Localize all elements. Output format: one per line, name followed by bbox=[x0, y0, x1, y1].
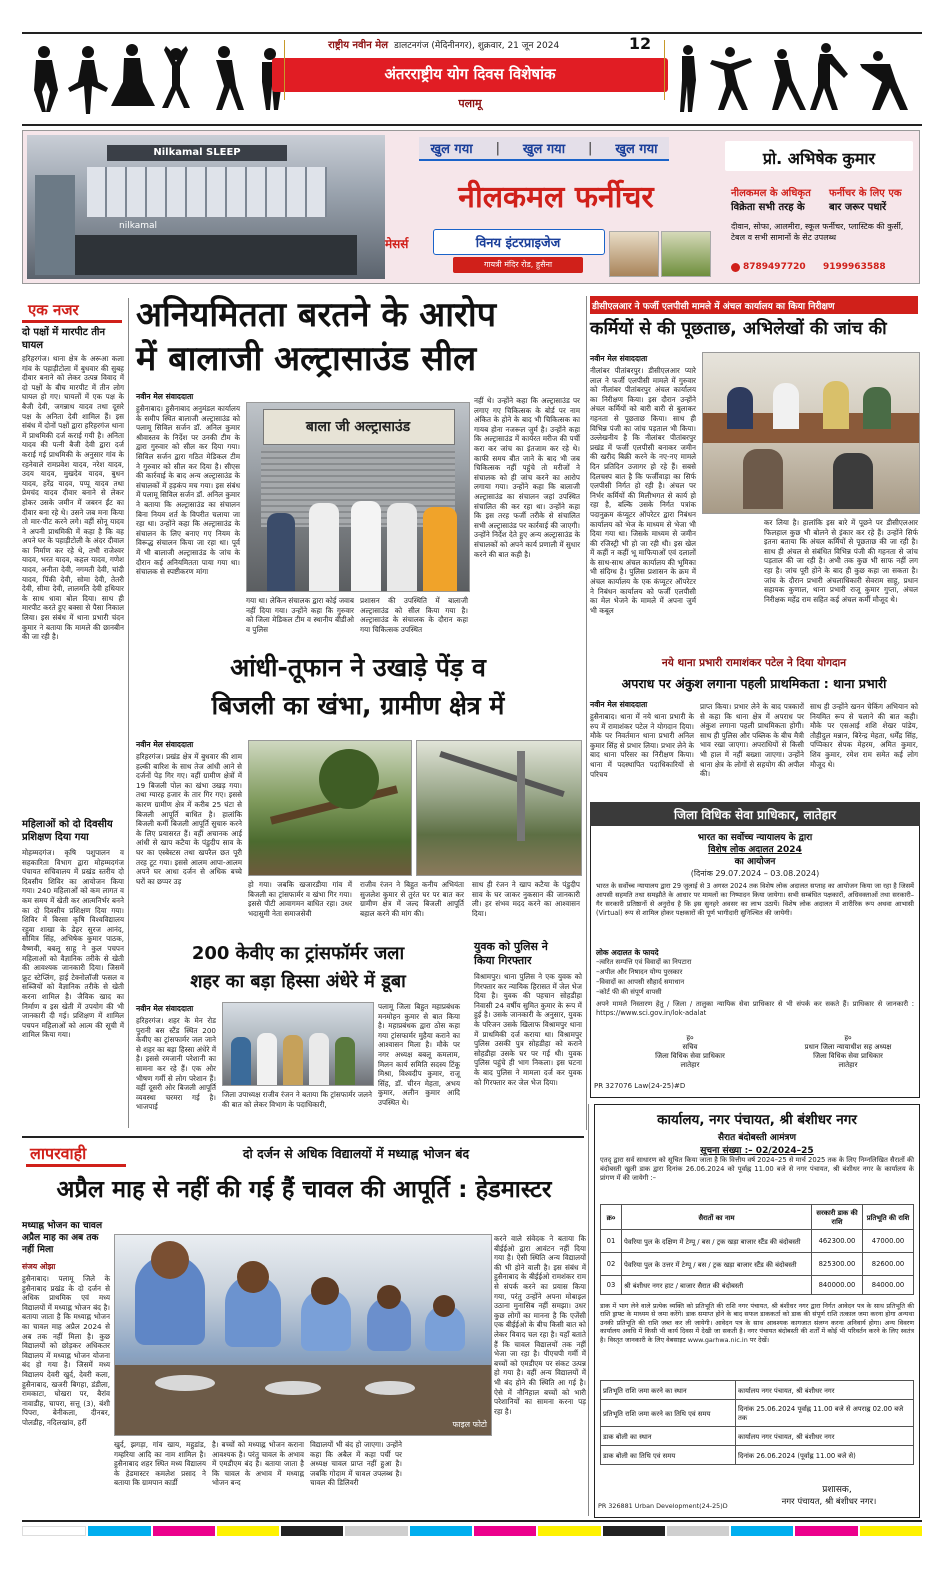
story3-byline: नवीन मेल संवाददाता bbox=[136, 740, 194, 749]
masthead bbox=[22, 32, 922, 126]
tender-cell: 840000.00 bbox=[812, 1276, 863, 1295]
story3-body-3: राजीव रंजन ने बिहुत कनीय अभियंता सुजलेश कुमार से तुरंत घर पर बात कर ग्रामीण क्षेत्र में जल्द बिजली आपूर्ति बहाल करने की मांग की। bbox=[360, 880, 464, 918]
legal-dates: (दिनांक 29.07.2024 – 03.08.2024) bbox=[690, 869, 820, 878]
legal-sub-1: भारत का सर्वोच्च न्यायालय के द्वारा bbox=[697, 833, 813, 843]
schedule-cell: दिनांक 26.06.2024 (पूर्वाह्न 11.00 बजे से) bbox=[736, 1446, 914, 1465]
dateline: डालटनगंज (मेदिनीनगर), शुक्रवार, 21 जून 2024 bbox=[394, 41, 560, 51]
legal-sign-left-1: ह० bbox=[686, 1034, 694, 1042]
legal-benefit-3: –विवादों का आपसी सौहार्द समाधान bbox=[596, 978, 685, 986]
story2-kicker: डीसीएलआर ने फर्जी एलपीसी मामले में अंचल कार्यालय का किया निरीक्षण bbox=[592, 302, 835, 312]
ek-nazar-headline-1: दो पक्षों में मारपीट तीन घायल bbox=[22, 327, 106, 351]
story7-headline: अप्रैल माह से नहीं की गई हैं चावल की आपूर्ति : हेडमास्टर bbox=[56, 1175, 552, 1203]
schedule-cell: कार्यालय नगर पंचायत, श्री बंशीधर नगर bbox=[736, 1381, 914, 1400]
khul-gaya-strip: खुल गया | खुल गया | खुल गया bbox=[419, 137, 669, 161]
story2-body-2: कर लिया है। हालांकि इस बारे में पूछने पर डीसीएलआर फिलहाल कुछ भी बोलने से इंकार कर रहे हैं। उन्होंने सिर्फ इतना बताया कि अंचल कर्मियों से पूछताछ की जा रही है। साथ ही अंचल से संबंधित विभिन्न पंजी की गहनता से जांच पड़ताल की जा रही है। अभी तक कुछ भी साफ नहीं लग रहा है। जांच पूरी होने के बाद ही कुछ कहा जा सकता है। जांच के दौरान प्रभारी अंचलाधिकारी सेवराम साहू, प्रधान सहायक कुणाल, थाना प्रभारी राजू कुमार गुप्ता, अंचल निरीक्षक महेंद्र राम सहित कई अंचल कर्मी मौजूद थे। bbox=[764, 518, 918, 604]
story5-headline-2: शहर का बड़ा हिस्सा अंधेरे में डूबा bbox=[190, 971, 406, 992]
story7-body-5: करने वाले संवेदक ने बताया कि बीईईओ द्वारा आवंटन नहीं दिया गया है। ऐसी स्थिति अन्य विद्यालयों की भी होने वाली है। इस संबंध में हुसैनाबाद के बीईईओ रामशंकर राम से संपर्क करने का प्रयास किया गया, परंतु उन्होंने अपना मोबाइल उठाना मुनासिब नहीं समझा। उधर कुछ लोगों का मानना है कि एजेंसी एक बीईईओ के बीच किसी बात को लेकर विवाद चल रहा है। यहाँ बताते हैं कि चावल विद्यालयों तक नहीं भेजा जा रहा है। पीएचपी गर्मी में बच्चों को एमडीएम पर संकट उत्पन्न हो गया है। वहीं अन्य विद्यालयों में भी बंद होने की स्थिति आ गई है। ऐसे में नौनिहाल बच्चों को भारी परेशानियों का सामना करना पड़ रहा है। bbox=[494, 1234, 586, 1416]
story1-headline-1: अनियमितता बरतने के आरोप bbox=[136, 295, 497, 335]
ultrasound-sign: बाला जी अल्ट्रासाउंड bbox=[305, 419, 411, 435]
story4-headline-1: नये थाना प्रभारी रामाशंकर पटेल ने दिया योगदान bbox=[661, 657, 847, 669]
paper-name: राष्ट्रीय नवीन मेल bbox=[328, 40, 388, 51]
phone-icon bbox=[731, 263, 740, 272]
schedule-cell: डाक बोली का तिथि एवं समय bbox=[601, 1446, 736, 1465]
color-registration-bar bbox=[22, 1526, 922, 1536]
legal-benefit-4: –कोर्ट फी की संपूर्ण वापसी bbox=[596, 988, 662, 996]
story4-byline: नवीन मेल संवाददाता bbox=[590, 700, 648, 709]
legal-sub-2: विशेष लोक अदालत 2024 bbox=[708, 845, 802, 855]
story1-headline-2: में बालाजी अल्ट्रासाउंड सील bbox=[136, 339, 477, 379]
schedule-cell: प्रतिभूति राशि जमा करने का स्थान bbox=[601, 1381, 736, 1400]
ek-nazar-headline-2: महिलाओं को दो दिवसीय प्रशिक्षण दिया गया bbox=[22, 819, 113, 843]
khul-gaya-2: खुल गया bbox=[522, 142, 566, 157]
tender-cell: पेवरिया पुल के दक्षिण में टेम्पू / बस / ट्रक खड़ा बाजार स्टैंड की बंदोबस्ती bbox=[622, 1230, 812, 1253]
story7-body-3: है। बच्चों को मध्याह्न भोजन कराना आवश्यक है। परंतु चावल के अभाव में एमडीएम बंद है। बताया जाता है कि चावल के अभाव में मध्याह्न भोजन बन्द bbox=[212, 1440, 304, 1488]
table-row bbox=[601, 1446, 914, 1465]
proprietor-name: प्रो. अभिषेक कुमार bbox=[762, 149, 876, 168]
ek-nazar-body-2: मोहम्मदगंज। कृषि पशुपालन व सहकारिता विभाग द्वारा मोहम्मदगंज पंचायत सचिवालय में प्रखंड स्तरीय दो दिवसीय शिविर का आयोजन किया गया। 240 महिलाओं को कम लागत व कम समय में खेती कर आत्मनिर्भर बनने का दो दिवसीय प्रशिक्षण दिया गया। शिविर में बिरसा कृषि विश्वविद्यालय रहुवा शाखा के डेहर सुरज आनंद, सौमित्र सिंह, अभिषेक कुमार पाठक, वैष्णवी, बबलू साहू ने कुल पचपन महिलाओं को वैज्ञानिक तरीके से खेती की आवश्यक जानकारी दिया। जिसमें फ्रूट स्टेप्लिंग, हाई टेक्नोलॉजी फसल व सब्जियों को वैज्ञानिक तरीके से खेती करना शामिल है। जैविक खाद का निर्माण व इस खेती में उपयोग की भी जानकारी दी गई। प्रशिक्षण में शामिल पचपन महिलाओं को आत्म की सूची में शामिल किया गया। bbox=[22, 848, 124, 1040]
schedule-cell: प्रतिभूति राशि जमा करने का तिथि एवं समय bbox=[601, 1400, 736, 1427]
story7-byline: संजय ओझा bbox=[22, 1262, 56, 1271]
tender-pr-code: PR 326881 Urban Development(24-25)D bbox=[598, 1502, 728, 1510]
story7-side-title: मध्याह्न भोजन का चावल अप्रैल माह का अब तक नहीं मिला bbox=[22, 1221, 103, 1255]
story2-headline: कर्मियों से की पूछताछ, अभिलेखों की जांच की bbox=[590, 319, 887, 339]
story6-headline-1: युवक को पुलिस ने bbox=[474, 940, 548, 953]
yoga-figures-right-icon bbox=[674, 42, 918, 114]
story7-subhead: दो दर्जन से अधिक विद्यालयों में मध्याह्न भोजन बंद bbox=[242, 1146, 470, 1161]
story1-byline: नवीन मेल संवाददाता bbox=[136, 392, 194, 401]
table-row bbox=[601, 1276, 914, 1295]
story5-byline: नवीन मेल संवाददाता bbox=[136, 1004, 194, 1013]
legal-contact: अपने मामले निस्तारण हेतु / जिला / तालुका न्यायिक सेवा प्राधिकार से भी संपर्क कर सकते हैं। प्राधिकार से जानकारी : https://www.sci.gov.in/lok-adalat bbox=[596, 1000, 914, 1017]
tender-cell: 82600.00 bbox=[863, 1253, 914, 1276]
story6-body: विश्रामपुर। थाना पुलिस ने एक युवक को गिरफ्तार कर न्यायिक हिरासत में जेल भेज दिया है। युवक की पहचान सोहडीहा निवासी 24 वर्षीय सुमित कुमार के रूप में हुई है। उसके जानकारी के अनुसार, युवक के परिजन उसके खिलाफ विश्रामपुर थाना में प्राथमिकी दर्ज कराया था। विश्रामपुर पुलिस उसकी पुत्र सोहडीहा को कराने सोहडीहा उसके घर पर गई थी। युवक पुलिस पहुंचे ही भाग निकला। इस घटना के बाद पुलिस ने मामला दर्ज कर युवक को गिरफ्तार कर जेल भेज दिया। bbox=[474, 972, 582, 1087]
story2-byline: नवीन मेल संवाददाता bbox=[590, 354, 648, 363]
story7-body-4: विद्यालयों भी बंद हो जाएगा। उन्होंने कहा कि अबैल में कहा पर्ची पर अध्यक्ष चावल प्राप्त नहीं हुआ है। जबकि गोदाम में चावल उपलब्ध है। चावल की डिलिवरी bbox=[310, 1440, 402, 1488]
tender-cell: 01 bbox=[601, 1230, 622, 1253]
tender-cell: 84000.00 bbox=[863, 1276, 914, 1295]
phone-2: 9199963588 bbox=[823, 262, 886, 272]
tender-cell: 03 bbox=[601, 1276, 622, 1295]
tender-schedule bbox=[600, 1380, 914, 1465]
story7-photo bbox=[114, 1234, 492, 1436]
legal-benefit-1: –त्वरित सम्पत्ति एवं विवादों का निपटारा bbox=[596, 958, 692, 966]
registration-strip-top bbox=[22, 22, 922, 30]
furniture-bed-image bbox=[609, 231, 659, 277]
furniture-ad bbox=[22, 130, 920, 284]
legal-sign-right-3: जिला विधिक सेवा प्राधिकार bbox=[813, 1052, 883, 1060]
special-title: अंतरराष्ट्रीय योग दिवस विशेषांक bbox=[384, 65, 556, 83]
tender-intro: एतद् द्वारा सर्व साधारण को सूचित किया जाता है कि वित्तीय वर्ष 2024–25 से मार्च 2025 तक के लिए निम्नलिखित सैरातों की बंदोबस्ती खुली डाक द्वारा दिनांक 26.06.2024 को पूर्वाह्न 11.00 बजे से नगर पंचायत, श्री बंशीधर नगर के कार्यालय के प्रांगण में की जायेगी :– bbox=[600, 1156, 914, 1182]
khul-gaya-3: खुल गया bbox=[615, 142, 658, 157]
brand-name: नीलकमल फर्नीचर bbox=[458, 180, 654, 215]
story3-photo-1 bbox=[248, 740, 412, 876]
story5-headline-1: 200 केवीए का ट्रांसफॉर्मर जला bbox=[191, 943, 405, 964]
shop-sign: Nilkamal SLEEP bbox=[153, 147, 241, 158]
tender-cell: 47000.00 bbox=[863, 1230, 914, 1253]
story7-kicker: लापरवाही bbox=[30, 1144, 87, 1163]
story1-body-4: नहीं थे। उन्होंने कहा कि अल्ट्रासाउंड पर लगाए गए चिकित्सक के बोर्ड पर नाम अंकित के होने के बाद भी चिकित्सक का गायब होना नजरूल जुर्म है। उन्होंने कहा कि अल्ट्रासाउंड में कार्यरत मरीज की पर्ची करा कर जांच का इंतजाम कर रहे थे। काफी समय बीत जाने के बाद भी जब चिकित्सक नहीं पहुंचे तो मरीजों ने संचालक को ही जांच करने का आरोप लगाया गया। उन्होंने कहा कि बालाजी अल्ट्रासाउंड का संचालन जहां उपस्थित संचालित की कर रहा था। उन्होंने कहा कि इस तरह फर्जी तरीके से संचालित सभी अल्ट्रासाउंड पर कार्रवाई की जाएगी। उन्होंने निर्देश देते हुए अन्य अल्ट्रासाउंड के संचालकों को अपने कार्य प्रणाली में सुधार करने की बात कही है। bbox=[474, 396, 581, 559]
story5-body-3: पलामू जिला बिहुत महाप्रबंधक मनमोहन कुमार से बात किया है। महाप्रबंधक द्वारा ठोस कहा गया ट्रांसफार्मर मुहैया कराने का आश्वासन मिला है। मौके पर नगर अध्यक्ष बबलू कमलाम, मिलन कार्य समिति सदस्य टिंकू मिश्रा, विश्वदीप कुमार, राजू सिंह, डॉ. चीरन मेहता, अभय कुमार, अलीन कुमार आदि उपस्थित थे। bbox=[378, 1002, 460, 1107]
yoga-figures-left-icon bbox=[26, 42, 296, 114]
story3-body-1: हरिहरगंज। प्रखंड क्षेत्र में बुधवार की शाम हल्की बारिश के साथ तेज आंधी आने से दर्जनों पेड़ गिर गए। वहीं ग्रामीण क्षेत्रों में 19 बिजली पोल का खंभा उखड़ गया। तथा ग्यारह हजार के तार गिर गए। इससे कारण ग्रामीण क्षेत्र में करीब 25 घंटा से बिजली आपूर्ति बाधित है। हालांकि बिजली कर्मी बिजली आपूर्ति सुचारु करने के लिए प्रयासरत हैं। वहीं अचानक आई आंधी से खाप कटैया के पंडुदीप साव के घर का एस्बेस्टस तथा खपरैल छत पूरी तरह टूट गया। इससे आलम आपा-आलम अपने घर आधा दर्जन से अधिक बच्चे घरों का छप्पर उड़ bbox=[136, 752, 242, 886]
story2-body-1: नीलांबर पीतांबरपुर। डीसीएलआर प्यारे लाल ने फर्जी एलपीसी मामले में गुरुवार को नीलांबर पीतांबरपुर अंचल कार्यालय का निरीक्षण किया। इस दौरान उन्होंने अंचल कर्मियों को बारी बारी से बुलाकर गहनता से पूछताछ किया। साथ ही विभिन्न पंजी का जांच पड़ताल भी किया। उल्लेखनीय है कि नीलांबर पीतांबरपुर प्रखंड में फर्जी एलपीसी बनाकर जमीन की खरीद बिक्री करने के नए-नए मामले दिन प्रतिदिन उजागर हो रहे हैं। सबसे दिलचस्प बात है कि फर्जीवाड़ा का सिर्फ एलपीसी निर्गत हो रही है। अंचल पर निर्भर कर्मियों की मिलीभगत से कार्य हो रहा है, बल्कि उसके निर्गत पत्रांक पदानुक्रम कंप्यूटर ऑपरेटर द्वारा निबंधन कार्यालय को भेज के माध्यम से भेजा भी दिया गया था। जिसके माध्यम से जमीन की रजिस्ट्री भी हो जा रही थी। इस खेल में कहीं न कहीं भू माफियाओं एवं दलालों के साथ-साथ अंचल कार्यालय की भूमिका भी संदिग्ध है। पुलिस प्रशासन के क्रम में अंचल कार्यालय के एक कंप्यूटर ऑपरेटर ने निबंधन कार्यालय को फर्जी एलपीसी का मेल भेजने के मामले में अपना जुर्म भी कबूल bbox=[590, 366, 696, 615]
story3-headline-2: बिजली का खंभा, ग्रामीण क्षेत्र में bbox=[211, 691, 505, 720]
tender-cell: पेवरिया पुल के उत्तर में टेम्पू / बस / ट्रक खड़ा बाजार स्टैंड की बंदोबस्ती bbox=[622, 1253, 812, 1276]
table-row bbox=[601, 1253, 914, 1276]
legal-sign-right-1: ह० bbox=[844, 1034, 852, 1042]
story5-photo bbox=[222, 1002, 374, 1086]
tender-terms: डाक में भाग लेने वाले प्रत्येक व्यक्ति को प्रतिभूति की राशि नगर पंचायत, श्री बंशीधर नगर द्वारा निर्गत आवेदन पत्र के साथ प्रतिभूति की राशि ड्राफ्ट के माध्यम से जमा करेंगे। डाक समाप्त होने के बाद सफल डाककर्ता को डाक की संपूर्ण राशि तत्काल जमा करना होगा अन्यथा उनकी प्रतिभूति की राशि जब्त कर ली जायेगी। आवेदन पत्र के साथ आवश्यक कागजात संलग्न करना अनिवार्य होगा। अन्य विवरण कार्यालय अवधि में किसी भी कार्य दिवस में देखी जा सकती है। नगर पंचायत बंदोबस्ती की शर्तों में कोई भी परिवर्तन करने के लिए स्वतंत्र है। विस्तृत जानकारी के लिए वेबसाइट www.garhwa.nic.in पर देखें। bbox=[600, 1302, 914, 1344]
table-row bbox=[601, 1427, 914, 1446]
story2-body-1b bbox=[590, 518, 758, 642]
tender-cell: श्री बंशीधर नगर हाट / बाजार सैरात की बंदोबस्ती bbox=[622, 1276, 812, 1295]
legal-body: भारत के सर्वोच्च न्यायालय द्वारा 29 जुलाई से 3 अगस्त 2024 तक विशेष लोक अदालत सप्ताह का आयोजन किया जा रहा है जिसमें आपसी सहमति तथा समझौते के आधार पर मामलों का निष्पादन किया जायेगा। सभी सम्बंधित पक्षकारों, अधिवक्ताओं तथा सरकारी–गैर सरकारी प्रतिष्ठानों से अनुरोध है कि इस सुनहरे अवसर का लाभ उठायें। विशेष लोक अदालत में शारीरिक रूप अथवा आभासी (Virtual) रूप से शामिल होकर पक्षकारों की पूर्ण भागीदारी सुनिश्चित की जायेगी। bbox=[596, 882, 914, 917]
tender-col-no: क्र० bbox=[601, 1205, 622, 1230]
legal-pr-code: PR 327076 Law(24-25)#D bbox=[594, 1082, 686, 1090]
legal-sub-3: का आयोजन bbox=[734, 857, 776, 867]
tender-title: कार्यालय, नगर पंचायत, श्री बंशीधर नगर bbox=[657, 1112, 857, 1128]
address: गायत्री मंदिर रोड, हुसैना bbox=[483, 260, 553, 269]
ad-line-2a: फर्नीचर के लिए एक bbox=[829, 188, 902, 199]
tender-cell: 02 bbox=[601, 1253, 622, 1276]
shop-sign-2: nilkamal bbox=[119, 221, 158, 231]
story3-headline-1: आंधी-तूफान ने उखाड़े पेंड़ व bbox=[230, 653, 486, 682]
legal-title: जिला विधिक सेवा प्राधिकार, लातेहार bbox=[673, 808, 837, 822]
story2-photo bbox=[702, 352, 920, 514]
legal-sign-right-2: प्रधान जिला न्यायाधीश सह अध्यक्ष bbox=[804, 1043, 892, 1051]
ad-line-2b: बार जरूर पधारें bbox=[829, 202, 887, 213]
story7-kicker-underline bbox=[26, 1164, 126, 1167]
schedule-cell: कार्यालय नगर पंचायत, श्री बंशीधर नगर bbox=[736, 1427, 914, 1446]
shop-photo bbox=[27, 135, 385, 279]
story1-body-3: प्रशासन की उपस्थिति में बालाजी अल्ट्रासाउंड को सील किया गया है। अल्ट्रासाउंड के संचालक के दौरान कहा गया चिकित्सक उपस्थित bbox=[360, 596, 468, 634]
phone-1: 8789497720 bbox=[743, 262, 806, 272]
tender-col-security: प्रतिभूति की राशि bbox=[863, 1205, 914, 1230]
story4-body-3: साथ ही उन्होंने खनन चेकिंग अभियान को नियमित रूप से चलाने की बात कही। मौके पर एसआई शशि शेखर पांडेय, तौहीदुल मन्नान, बिरेन्द्र मेहता, धर्मेंद्र सिंह, पप्पिकार सेपक मेहरम, अमित कुमार, शिव कुमार, रमेश राम समेत कई लोग मौजूद थे। bbox=[810, 702, 918, 769]
story5-body-2: जिला उपाध्यक्ष राजीव रंजन ने बताया कि ट्रांसफार्मर जलने की बात को लेकर विभाग के पदाधिकारी, bbox=[222, 1090, 372, 1109]
story1-photo bbox=[246, 402, 470, 592]
schedule-cell: डाक बोली का स्थान bbox=[601, 1427, 736, 1446]
story1-body-2: गया था। लेकिन संचालक द्वारा कोई जवाब नहीं दिया गया। उन्होंने कहा कि गुरुवार को जिला मेडिकल टीम व स्थानीय बीडीओ व पुलिस bbox=[246, 596, 354, 634]
lamp-left-icon bbox=[284, 40, 295, 100]
schedule-cell: दिनांक 25.06.2024 पूर्वाह्न 11.00 बजे से अपराह्न 02.00 बजे तक bbox=[736, 1400, 914, 1427]
legal-sign-right-4: लातेहार bbox=[838, 1061, 858, 1069]
tender-table bbox=[600, 1204, 914, 1295]
table-row bbox=[601, 1381, 914, 1400]
photo-credit: फाइल फोटो bbox=[452, 1420, 487, 1429]
story5-body-1: हरिहरगंज। शहर के मेन रोड पुरानी बस स्टैंड स्थित 200 केवीए का ट्रांसफार्मर जल जाने से शहर का बड़ा हिस्सा अंधेरे में है। इससे रमजानी परेशानी का सामना कर रहे हैं। एक ओर भीषण गर्मी से लोग परेशान हैं। वहीं दूसरी ओर बिजली आपूर्ति व्यवस्था चरमरा गई है। भाजपाई bbox=[136, 1016, 216, 1112]
legal-sign-left-4: लातेहार bbox=[680, 1061, 700, 1069]
tender-col-amount: सरकारी डाक की राशि bbox=[812, 1205, 863, 1230]
story1-body-1: हुसैनाबाद। हुसैनाबाद अनुमंडल कार्यालय के समीप स्थित बालाजी अल्ट्रासाउंड को पलामू सिविल सर्जन डॉ. अनिल कुमार श्रीवास्तव के निर्देश पर उनकी टीम के द्वारा गुरुवार को सील कर दिया गया। सिविल सर्जन द्वारा गठित मेडिकल टीम ने गुरुवार को सील कर दिया है। सीएस की कार्रवाई के बाद अन्य अल्ट्रासाउंड के संचालकों में हड़कंप मच गया। इस संबंध में पलामू सिविल सर्जन डॉ. अनिल कुमार ने बताया कि अल्ट्रासाउंड का संचालन बिना नियम शर्त के विपरीत चलाया जा रहा था। उन्होंने कहा कि अल्ट्रासाउंड के संचालन के लिए बनाए गए नियम के विरूद्ध संचालन किया जा रहा था। पूर्व में भी बालाजी अल्ट्रासाउंड के जांच के दौरान कई अनियमितता पाया गया था। संचालक से स्पष्टीकरण मांगा bbox=[136, 404, 240, 577]
firm-prefix: मेसर्स bbox=[385, 237, 409, 251]
edition-label: पलामू bbox=[458, 97, 482, 110]
story4-body-2: प्राप्त किया। प्रभार लेने के बाद पत्रकारों से कहा कि थाना क्षेत्र में अपराध पर अंकुश लगाना पहली प्राथमिकता होगी। साथ ही पुलिस और पब्लिक के बीच मैत्री भाव रखा जाएगा। अपराधियों से किसी भी हाल में नहीं बख्शा जाएगा। उन्होंने थाना क्षेत्र के लोगों से सहयोग की अपील की। bbox=[700, 702, 804, 779]
ad-line-1b: विक्रेता सभी तरह के bbox=[731, 202, 805, 213]
tender-sub: सैरात बंदोबस्ती आमंत्रण bbox=[718, 1133, 796, 1143]
story7-body-2: खुर्द, झगड़ा, गांव खाय, महुडांड, गम्हरिया आदि का नाम शामिल है। हुसैनाबाद शहर स्थित मध्य विद्यालय के हेडमास्टर कमलेश प्रसाद ने बताया कि ग्रामपान कार्डी bbox=[114, 1440, 206, 1488]
table-row bbox=[601, 1400, 914, 1427]
furniture-sofa-image bbox=[661, 231, 711, 277]
story7-body-6 bbox=[408, 1440, 490, 1508]
legal-sign-left-3: जिला विधिक सेवा प्राधिकार bbox=[655, 1052, 725, 1060]
lamp-right-icon bbox=[654, 40, 665, 100]
tender-sign-1: प्रशासक, bbox=[822, 1485, 852, 1495]
legal-benefits-title: लोक अदालत के फायदे bbox=[596, 948, 659, 957]
legal-benefit-2: –अपील और निषादन योग्य पुरस्कार bbox=[596, 968, 683, 976]
firm-name: विनय इंटरप्राइजेज bbox=[475, 236, 561, 251]
story3-photo-2 bbox=[416, 740, 582, 876]
tender-cell: 825300.00 bbox=[812, 1253, 863, 1276]
tender-col-name: सैरातों का नाम bbox=[622, 1205, 812, 1230]
khul-gaya-1: खुल गया bbox=[430, 142, 473, 157]
ek-nazar-body-1: हरिहरगंज। थाना क्षेत्र के अरूआ कला गांव के पहाड़ीटोला में बुधवार की सुबह दीवार बनाने को लेकर उत्पन्न विवाद में दो पक्षों के बीच मारपीट में तीन लोग घायल हो गए। घायलों में एक पक्ष के बैजी देवी, जगन्नाथ यादव तथा दूसरे पक्ष के अनिता देवी शामिल हैं। इस संबंध में दोनों पक्षों द्वारा हरिहरगंज थाना में प्राथमिकी दर्ज कराई गयी है। अनिता यादव की पत्नी बैजी देवी द्वारा दर्ज कराई गई प्राथमिकी के अनुसार गांव के रहनेवाले रामप्रवेश यादव, नरेश यादव, उदय यादव, मुखदेव यादव, बुधन यादव, हरेंद्र यादव, पप्पू यादव तथा प्रेमचंद यादव दीवार बनाने से लेकर होकर उसके जमीन में जबरन ईंट का दीवार बना रहे थे। उसने जब मना किया तो मार-पीट करने लगे। वहीं सोनू यादव ने अपनी प्राथमिकी में कहा है कि वह अपने घर के पहाड़ीटोली के अंदर दीवाल का निर्माण कर रहे थे, तभी राजेश्वर यादव, भरत यादव, कहल यादव, गणेश यादव, अनीता देवी, नगमती देवी, चांदी यादव, पिंकी देवी, सोमा देवी, तेतरी देवी, सीमा देवी, लालमति देवी हथियार के साथ धावा बोल दिया। साथ ही मारपीट करते हुए बक्सा से पैसा निकाल लिया। इस संबंध में थाना प्रभारी चंदन कुमार ने बताया कि मामले की छानबीन की जा रही है। bbox=[22, 354, 124, 642]
table-row bbox=[601, 1230, 914, 1253]
ad-products: दीवान, सोफा, आलमीरा, स्कूल फर्नीचर, प्लास्टिक की कुर्सी, टेबल व सभी सामानों के सेट उपलब्ध bbox=[731, 222, 904, 242]
legal-sign-left-2: सचिव bbox=[682, 1043, 698, 1051]
tender-notice-no: सूचना संख्या :– 02/2024–25 bbox=[700, 1146, 814, 1156]
story3-body-2: हो गया। जबकि खजारडीया गांव में बिजली का ट्रांसफार्मर व खंभा गिर गया। इससे पीटी आवागमन बाधित रहा। उधर भदासुमी नेता समाजसेवी bbox=[248, 880, 352, 918]
ad-line-1a: नीलकमल के अधिकृत bbox=[731, 188, 811, 199]
tender-sign-2: नगर पंचायत, श्री बंशीधर नगर। bbox=[781, 1497, 877, 1507]
page-number: 12 bbox=[628, 34, 652, 53]
tender-cell: 462300.00 bbox=[812, 1230, 863, 1253]
story3-body-4: साथ ही रंजन ने खाप कटैया के पंडुदीप साव के घर जाकर नुकसान की जानकारी ली। हर संभव मदद करने का आश्वासन दिया। bbox=[472, 880, 580, 918]
story4-headline-2: अपराध पर अंकुश लगाना पहली प्राथमिकता : थाना प्रभारी bbox=[621, 676, 887, 691]
story7-body-1: हुसैनाबाद। पलामू जिले के हुसैनाबाद प्रखंड के दो दर्जन से अधिक प्राथमिक एवं मध्य विद्यालयों में मध्याह्न भोजन बंद है। बताया जाता है कि मध्याह्न भोजन का चावल माह अप्रैल 2024 से अब तक नहीं मिला है। कुछ विद्यालयों को छोड़कर अधिकतर विद्यालय में मध्याह्न भोजन योजना बंद हो गया है। जिसमें मध्य विद्यालय देवरी खुर्द, देवरी कला, हुसैनाबाद, खजरी बिगहा, डंडीला, रामकाटा, घोखरा पर, बैरांव नावाडीह, चापरा, सत्तू (3), बंशी पिपरा, बेनीकला, दीनबर, पोलडीह, नदिलखांव, हर्री bbox=[22, 1274, 110, 1427]
story6-headline-2: किया गिरफ्तार bbox=[474, 954, 532, 967]
story4-body-1: हुसैनाबाद। थाना में नये थाना प्रभारी के रुप में रामाशंकर पटेल ने योगदान दिया। मौके पर निवर्तमान थाना प्रभारी अनिल कुमार सिंह से प्रभार लिया। प्रभार लेने के बाद थाना परिसर का निरीक्षण किया। थाना में पदस्थापित पदाधिकारियों से परिचय bbox=[590, 712, 694, 779]
ek-nazar-label: एक नजर bbox=[28, 301, 79, 319]
